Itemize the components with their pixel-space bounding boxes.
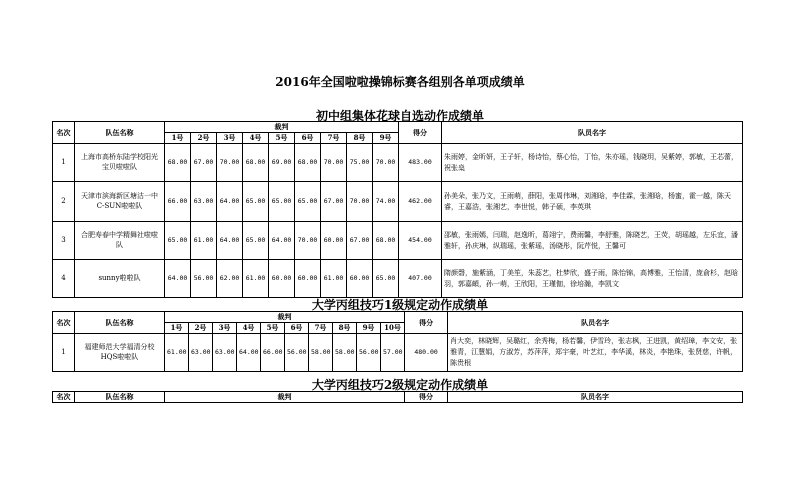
judge-score-cell: 64.00	[237, 334, 261, 372]
table-row	[53, 334, 743, 372]
table-row	[53, 144, 743, 182]
judge-score-cell: 56.00	[357, 334, 381, 372]
total-score-cell: 483.00	[399, 144, 442, 182]
judge-score-cell: 58.00	[309, 334, 333, 372]
total-score-cell: 480.00	[405, 334, 448, 372]
judge-score-cell: 60.00	[347, 260, 373, 298]
team-header: 队伍名称	[75, 392, 165, 403]
judge-score-cell: 61.00	[243, 260, 269, 298]
section1-table	[52, 121, 743, 298]
judge-score-cell: 63.00	[213, 334, 237, 372]
judge-score-cell: 68.00	[295, 144, 321, 182]
judge-score-cell: 67.00	[347, 222, 373, 260]
judge-score-cell: 57.00	[381, 334, 405, 372]
judge-score-cell: 67.00	[321, 182, 347, 222]
judge-score-cell: 64.00	[269, 222, 295, 260]
judge-label: 7号	[309, 323, 333, 334]
section3-title: 大学丙组技巧2级规定动作成绩单	[311, 378, 489, 392]
judge-label: 1号	[165, 323, 189, 334]
section1-title: 初中组集体花球自选动作成绩单	[315, 109, 484, 123]
rank-cell: 1	[53, 144, 75, 182]
judge-score-cell: 60.00	[321, 222, 347, 260]
judge-score-cell: 74.00	[373, 182, 399, 222]
section2-table	[52, 311, 743, 372]
judge-score-cell: 61.00	[165, 334, 189, 372]
judge-score-cell: 62.00	[217, 260, 243, 298]
judge-score-cell: 58.00	[333, 334, 357, 372]
judge-score-cell: 64.00	[217, 182, 243, 222]
total-score-cell: 454.00	[399, 222, 442, 260]
judge-label: 6号	[285, 323, 309, 334]
judge-score-cell: 65.00	[295, 182, 321, 222]
judge-label: 8号	[347, 133, 373, 144]
judge-score-cell: 65.00	[243, 222, 269, 260]
judge-score-cell: 63.00	[191, 182, 217, 222]
judge-score-cell: 68.00	[243, 144, 269, 182]
judge-score-cell: 64.00	[165, 260, 191, 298]
judge-score-cell: 69.00	[269, 144, 295, 182]
team-name-cell: 天津市滨海新区塘沽一中C-SUN啦啦队	[75, 182, 165, 222]
table-row	[53, 260, 743, 298]
section2-title: 大学丙组技巧1级规定动作成绩单	[311, 298, 489, 312]
rank-header: 名次	[53, 312, 75, 334]
judge-score-cell: 70.00	[321, 144, 347, 182]
judge-score-cell: 68.00	[373, 222, 399, 260]
judge-label: 9号	[373, 133, 399, 144]
judge-score-cell: 65.00	[243, 182, 269, 222]
judges-header: 裁判	[165, 312, 405, 323]
judge-score-cell: 67.00	[191, 144, 217, 182]
judge-score-cell: 65.00	[373, 260, 399, 298]
judges-header: 裁判	[165, 122, 399, 133]
judges-header: 裁判	[165, 392, 405, 403]
judge-label: 4号	[243, 133, 269, 144]
rank-cell: 3	[53, 222, 75, 260]
judge-score-cell: 61.00	[321, 260, 347, 298]
team-name-cell: sunny啦啦队	[75, 260, 165, 298]
section3-table	[52, 391, 743, 403]
judge-score-cell: 70.00	[373, 144, 399, 182]
members-header: 队员名字	[442, 122, 743, 144]
judge-label: 7号	[321, 133, 347, 144]
table-row	[53, 222, 743, 260]
judge-label: 2号	[189, 323, 213, 334]
rank-cell: 1	[53, 334, 75, 372]
judge-label: 4号	[237, 323, 261, 334]
judge-label: 2号	[191, 133, 217, 144]
members-cell: 邵敏，张雨嫣，闫瑞，赵逸昕，葛翊宁，费雨馨，李舒雅，陈晓艺，王荧，胡瑶越，左乐宜，潘雅轩，孙庆琳，纵瑞瑶，张紫瑶，汤晓彤，阮芹悦，王馨可	[442, 222, 743, 260]
score-header: 得分	[399, 122, 442, 144]
judge-label: 3号	[213, 323, 237, 334]
team-name-cell: 上海市高桥东陆学校阳光宝贝啦啦队	[75, 144, 165, 182]
team-name-cell: 福建师范大学福清分校HQS啦啦队	[75, 334, 165, 372]
judge-label: 1号	[165, 133, 191, 144]
judge-score-cell: 65.00	[269, 182, 295, 222]
judge-score-cell: 60.00	[269, 260, 295, 298]
members-cell: 隋颜磬，施紫涵，丁美笙，朱蕊艺，杜梦欣，盛子雨，陈怡锦，高博雅，王怡清，庞俞杉，赵晗羽，郭嘉頔，孙一萌，王欣阳，王瑾伽，徐培瀚，李凯文	[442, 260, 743, 298]
members-header: 队员名字	[448, 392, 743, 403]
judge-score-cell: 66.00	[261, 334, 285, 372]
rank-cell: 4	[53, 260, 75, 298]
total-score-cell: 407.00	[399, 260, 442, 298]
members-cell: 孙美朵，张乃文，王雨萌，薛阳，张周伟琳，刘湘晗，李佳霖，张湘晗，杨蜜，霍一越，陈天睿，王嘉浩，张湘艺，李世悦，韩子硕，李英琪	[442, 182, 743, 222]
judge-score-cell: 70.00	[217, 144, 243, 182]
judge-score-cell: 64.00	[217, 222, 243, 260]
document-title: 2016年全国啦啦操锦标赛各组别各单项成绩单	[275, 75, 525, 89]
rank-header: 名次	[53, 392, 75, 403]
team-name-cell: 合肥寿春中学精舞社啦啦队	[75, 222, 165, 260]
judge-score-cell: 63.00	[189, 334, 213, 372]
members-cell: 朱雨婷，金昕妍，王子轩，杨诗怡，蔡心怡，丁怡，朱亦瑶，钱晓玥，吴紫婷，郭敏，王芯蕾，祝张燊	[442, 144, 743, 182]
team-header: 队伍名称	[75, 312, 165, 334]
judge-label: 10号	[381, 323, 405, 334]
rank-cell: 2	[53, 182, 75, 222]
team-header: 队伍名称	[75, 122, 165, 144]
members-header: 队员名字	[448, 312, 743, 334]
judge-score-cell: 61.00	[191, 222, 217, 260]
judge-label: 3号	[217, 133, 243, 144]
judge-label: 8号	[333, 323, 357, 334]
judge-score-cell: 65.00	[165, 222, 191, 260]
judge-label: 5号	[261, 323, 285, 334]
judge-label: 9号	[357, 323, 381, 334]
total-score-cell: 462.00	[399, 182, 442, 222]
rank-header: 名次	[53, 122, 75, 144]
judge-score-cell: 66.00	[165, 182, 191, 222]
judge-score-cell: 70.00	[347, 182, 373, 222]
judge-label: 6号	[295, 133, 321, 144]
judge-score-cell: 68.00	[165, 144, 191, 182]
table-row	[53, 182, 743, 222]
judge-score-cell: 70.00	[295, 222, 321, 260]
members-cell: 肖大奕，林晓辉，吴璐红，余秀梅，杨若馨，伊雪玲，张志枫，王进凯，黄绍璋，李文安，张雅青，江慧娟，方淑芳，苏萍萍，郑宇豪，叶艺红，李华溪，林炎，李艳珠，张贤慈，许帆，陈贵根	[448, 334, 743, 372]
judge-score-cell: 75.00	[347, 144, 373, 182]
judge-score-cell: 56.00	[191, 260, 217, 298]
judge-score-cell: 60.00	[295, 260, 321, 298]
score-header: 得分	[405, 392, 448, 403]
score-header: 得分	[405, 312, 448, 334]
judge-label: 5号	[269, 133, 295, 144]
judge-score-cell: 56.00	[285, 334, 309, 372]
